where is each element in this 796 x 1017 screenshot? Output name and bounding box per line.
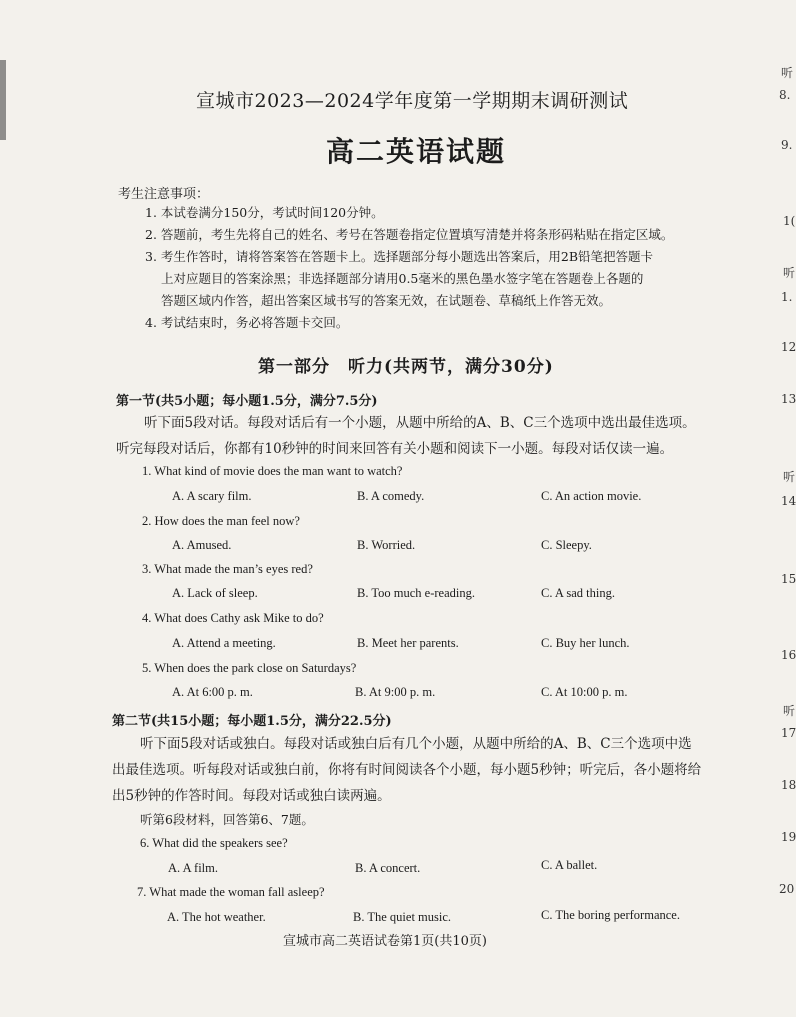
option-b: B. A comedy. (357, 489, 425, 503)
margin-fragment: 15 (781, 572, 796, 586)
option-a: A. Attend a meeting. (172, 636, 276, 650)
margin-fragment: 13 (781, 392, 796, 406)
option-a: A. Lack of sleep. (172, 586, 258, 600)
notice-list (145, 202, 673, 334)
notice-item: 上对应题目的答案涂黑；非选择题部分请用0.5毫米的黑色墨水签字笔在答题卷上各题的 (161, 271, 644, 286)
exam-name: 宣城市2023—2024学年度第一学期期末调研测试 (196, 90, 629, 112)
option-a: A. Amused. (172, 538, 232, 552)
question-4: 4. What does Cathy ask Mike to do? (142, 611, 324, 625)
section-two-instruction-1: 听下面5段对话或独白。每段对话或独白后有几个小题，从题中所给的A、B、C三个选项中选 (140, 736, 692, 752)
section-one-instruction-2: 听完每段对话后，你都有10秒钟的时间来回答有关小题和阅读下一小题。每段对话仅读一遍。 (116, 441, 674, 457)
material-note: 听第6段材料，回答第6、7题。 (140, 812, 314, 827)
notice-heading: 考生注意事项： (118, 187, 210, 202)
margin-fragment: 听 (783, 266, 796, 280)
question-7: 7. What made the woman fall asleep? (137, 885, 325, 899)
notice-item: 1. 本试卷满分150分，考试时间120分钟。 (145, 205, 384, 220)
notice-item: 4. 考试结束时，务必将答题卡交回。 (145, 315, 349, 330)
option-c: C. Buy her lunch. (541, 636, 630, 650)
option-c: C. At 10:00 p. m. (541, 685, 628, 699)
notice-item: 答题区域内作答，超出答案区域书写的答案无效，在试题卷、草稿纸上作答无效。 (161, 293, 612, 308)
option-a: A. The hot weather. (167, 910, 266, 924)
margin-fragment: 8. (779, 88, 791, 102)
margin-fragment: 1( (783, 214, 796, 228)
section-one-instruction-1: 听下面5段对话。每段对话后有一个小题，从题中所给的A、B、C三个选项中选出最佳选项。 (144, 415, 696, 431)
question-3: 3. What made the man’s eyes red? (142, 562, 313, 576)
margin-fragment: 听 (783, 470, 796, 484)
option-b: B. Worried. (357, 538, 416, 552)
notice-item: 2. 答题前，考生先将自己的姓名、考号在答题卷指定位置填写清楚并将条形码粘贴在指定区域。 (145, 227, 674, 242)
option-b: B. At 9:00 p. m. (355, 685, 436, 699)
option-b: B. The quiet music. (353, 910, 452, 924)
margin-fragment: 16 (781, 648, 796, 662)
page-title: 高二英语试题 (326, 135, 507, 168)
question-6: 6. What did the speakers see? (140, 836, 288, 850)
section-two-instruction-3: 出5秒钟的作答时间。每段对话或独白读两遍。 (112, 788, 391, 804)
option-a: A. A scary film. (172, 489, 252, 503)
scan-edge-shadow (0, 60, 6, 140)
section-two-instruction-2: 出最佳选项。听每段对话或独白前，你将有时间阅读各个小题，每小题5秒钟；听完后，各小题将给 (112, 762, 702, 778)
option-c: C. Sleepy. (541, 538, 592, 552)
margin-fragment: 20 (779, 882, 795, 896)
margin-fragment: 17 (781, 726, 796, 740)
question-2: 2. How does the man feel now? (142, 514, 300, 528)
option-c: C. A sad thing. (541, 586, 615, 600)
option-b: B. Meet her parents. (357, 636, 459, 650)
notice-item: 3. 考生作答时，请将答案答在答题卡上。选择题部分每小题选出答案后，用2B铅笔把答题卡 (145, 249, 654, 264)
margin-fragment: 19 (781, 830, 796, 844)
margin-fragment: 听 (781, 66, 794, 80)
part-one-title: 第一部分 听力(共两节，满分30分) (258, 357, 554, 377)
page-footer: 宣城市高二英语试卷第1页(共10页) (283, 934, 487, 949)
margin-fragment: 12 (781, 340, 796, 354)
option-b: B. Too much e-reading. (357, 586, 475, 600)
question-5: 5. When does the park close on Saturdays? (142, 661, 357, 675)
option-a: A. A film. (168, 861, 219, 875)
section-two-heading: 第二节(共15小题；每小题1.5分，满分22.5分) (112, 714, 392, 729)
option-c: C. The boring performance. (541, 908, 680, 922)
margin-fragment: 1. (781, 290, 793, 304)
option-c: C. A ballet. (541, 858, 598, 872)
margin-fragment: 18 (781, 778, 796, 792)
option-a: A. At 6:00 p. m. (172, 685, 253, 699)
option-c: C. An action movie. (541, 489, 642, 503)
margin-fragment: 14 (781, 494, 796, 508)
margin-fragment: 9. (781, 138, 793, 152)
question-1: 1. What kind of movie does the man want to watch? (142, 464, 403, 478)
option-b: B. A concert. (355, 861, 421, 875)
margin-fragment: 听 (783, 704, 796, 718)
section-one-heading: 第一节(共5小题；每小题1.5分，满分7.5分) (116, 394, 378, 409)
